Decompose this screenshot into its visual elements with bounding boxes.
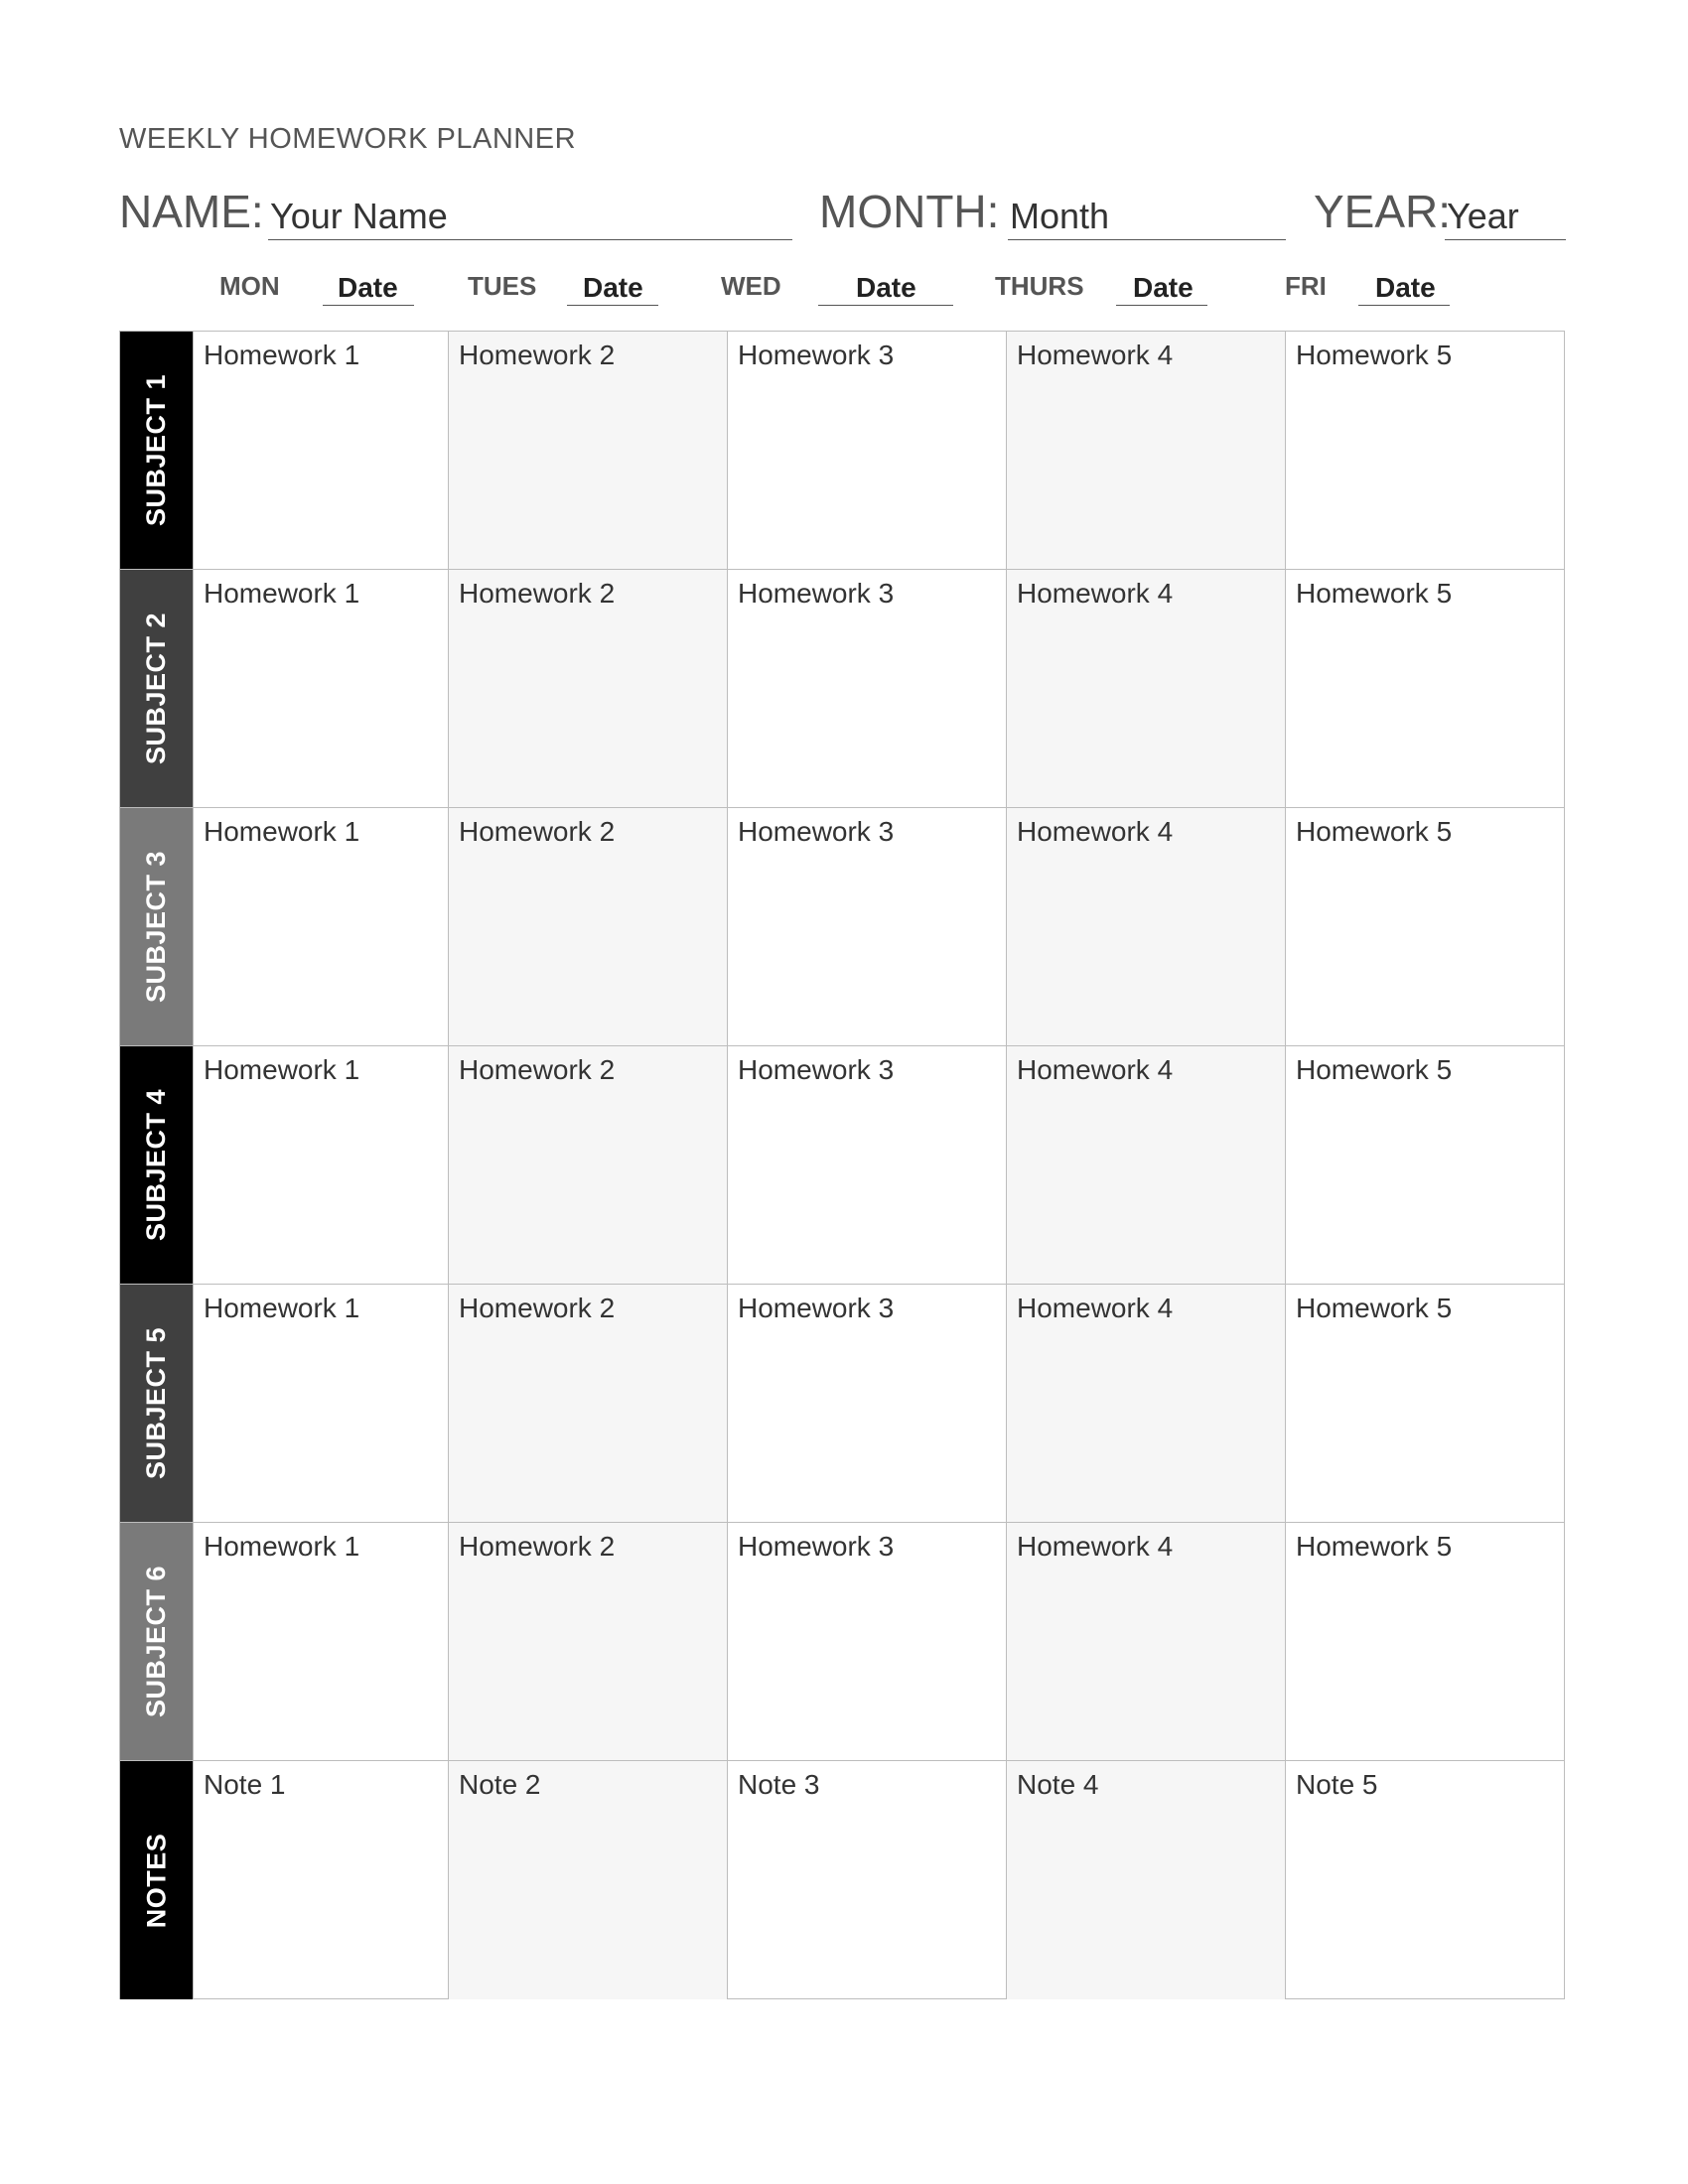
cell-text: Homework 3 — [738, 1054, 895, 1085]
date-field[interactable]: Date — [1133, 272, 1194, 303]
cell-text: Homework 5 — [1296, 1293, 1453, 1323]
planner-cell[interactable] — [1006, 808, 1285, 1045]
planner-cell[interactable] — [448, 1285, 727, 1522]
name-underline — [268, 239, 792, 240]
planner-cell[interactable] — [1285, 808, 1564, 1045]
planner-row — [120, 570, 1564, 808]
date-underline — [1116, 305, 1207, 306]
planner-row — [120, 808, 1564, 1046]
planner-cell[interactable] — [1285, 332, 1564, 569]
day-label: TUES — [468, 271, 537, 301]
cell-text: Homework 3 — [738, 816, 895, 847]
date-underline — [567, 305, 658, 306]
row-label: SUBJECT 4 — [141, 1088, 172, 1242]
planner-cell[interactable] — [193, 570, 448, 807]
day-label: WED — [721, 271, 781, 301]
cell-text: Homework 4 — [1017, 816, 1174, 847]
planner-cell[interactable] — [1285, 1761, 1564, 1999]
row-side-tab — [120, 1523, 193, 1760]
planner-cell[interactable] — [1006, 570, 1285, 807]
row-label: SUBJECT 3 — [141, 850, 172, 1004]
planner-cell[interactable] — [727, 570, 1006, 807]
planner-cell[interactable] — [1285, 1285, 1564, 1522]
planner-cell[interactable] — [193, 1523, 448, 1760]
date-field[interactable]: Date — [338, 272, 398, 303]
day-header-tues — [468, 266, 666, 306]
planner-cell[interactable] — [727, 332, 1006, 569]
row-label: SUBJECT 2 — [141, 612, 172, 765]
planner-cell[interactable] — [1285, 1046, 1564, 1284]
page-title: WEEKLY HOMEWORK PLANNER — [119, 123, 577, 155]
cell-text: Homework 5 — [1296, 1531, 1453, 1562]
cell-text: Homework 4 — [1017, 1531, 1174, 1562]
cell-text: Homework 2 — [459, 1293, 616, 1323]
cell-text: Homework 3 — [738, 340, 895, 370]
cell-text: Homework 2 — [459, 340, 616, 370]
year-field — [1314, 179, 1567, 237]
cell-text: Homework 5 — [1296, 578, 1453, 609]
cell-text: Homework 1 — [204, 1293, 360, 1323]
planner-cell[interactable] — [727, 1046, 1006, 1284]
year-value[interactable]: Year — [1447, 196, 1519, 236]
row-label: SUBJECT 1 — [141, 373, 172, 527]
day-label: THURS — [995, 271, 1084, 301]
planner-cell[interactable] — [193, 1285, 448, 1522]
row-label: NOTES — [141, 1833, 172, 1928]
cell-text: Homework 2 — [459, 816, 616, 847]
month-value[interactable]: Month — [1010, 196, 1110, 236]
row-label: SUBJECT 6 — [141, 1565, 172, 1718]
cell-text: Homework 5 — [1296, 340, 1453, 370]
cell-text: Note 5 — [1296, 1769, 1378, 1800]
cell-text: Homework 4 — [1017, 1293, 1174, 1323]
row-label: SUBJECT 5 — [141, 1326, 172, 1480]
day-label: MON — [219, 271, 280, 301]
name-field — [119, 179, 794, 237]
planner-cell[interactable] — [448, 332, 727, 569]
month-field — [819, 179, 1286, 237]
cell-text: Homework 4 — [1017, 1054, 1174, 1085]
date-field[interactable]: Date — [1375, 272, 1436, 303]
date-underline — [323, 305, 414, 306]
cell-text: Homework 2 — [459, 1531, 616, 1562]
cell-text: Homework 5 — [1296, 1054, 1453, 1085]
day-header-mon — [219, 266, 418, 306]
row-side-tab — [120, 332, 193, 569]
cell-text: Homework 2 — [459, 578, 616, 609]
planner-cell[interactable] — [448, 1761, 727, 1999]
row-side-tab — [120, 1761, 193, 1999]
planner-cell[interactable] — [193, 1761, 448, 1999]
cell-text: Note 2 — [459, 1769, 541, 1800]
row-side-tab — [120, 1046, 193, 1284]
cell-text: Homework 4 — [1017, 578, 1174, 609]
planner-row — [120, 1523, 1564, 1761]
cell-text: Homework 1 — [204, 816, 360, 847]
row-side-tab — [120, 570, 193, 807]
day-label: FRI — [1285, 271, 1327, 301]
day-header-wed — [721, 266, 959, 306]
date-underline — [1358, 305, 1450, 306]
planner-row — [120, 1046, 1564, 1285]
planner-cell[interactable] — [193, 332, 448, 569]
month-label: MONTH: — [819, 186, 1000, 237]
planner-cell[interactable] — [1006, 1761, 1285, 1999]
planner-cell[interactable] — [193, 1046, 448, 1284]
cell-text: Homework 1 — [204, 1531, 360, 1562]
planner-cell[interactable] — [1006, 332, 1285, 569]
planner-cell[interactable] — [1006, 1046, 1285, 1284]
date-underline — [818, 305, 953, 306]
planner-cell[interactable] — [1006, 1523, 1285, 1760]
planner-row — [120, 1285, 1564, 1523]
planner-cell[interactable] — [193, 808, 448, 1045]
planner-cell[interactable] — [1285, 1523, 1564, 1760]
cell-text: Homework 3 — [738, 1293, 895, 1323]
cell-text: Note 1 — [204, 1769, 286, 1800]
planner-cell[interactable] — [448, 1046, 727, 1284]
name-label: NAME: — [119, 186, 264, 237]
planner-cell[interactable] — [1285, 570, 1564, 807]
row-side-tab — [120, 1285, 193, 1522]
date-field[interactable]: Date — [583, 272, 643, 303]
cell-text: Homework 2 — [459, 1054, 616, 1085]
cell-text: Homework 1 — [204, 578, 360, 609]
planner-cell[interactable] — [727, 1761, 1006, 1999]
planner-row-notes — [120, 1761, 1564, 1999]
date-field[interactable]: Date — [856, 272, 916, 303]
name-value[interactable]: Your Name — [270, 196, 448, 236]
cell-text: Note 3 — [738, 1769, 820, 1800]
cell-text: Homework 1 — [204, 1054, 360, 1085]
planner-grid — [119, 331, 1565, 1999]
planner-cell[interactable] — [727, 808, 1006, 1045]
planner-cell[interactable] — [727, 1523, 1006, 1760]
cell-text: Homework 5 — [1296, 816, 1453, 847]
day-header-thurs — [995, 266, 1213, 306]
cell-text: Homework 3 — [738, 578, 895, 609]
cell-text: Homework 3 — [738, 1531, 895, 1562]
cell-text: Homework 4 — [1017, 340, 1174, 370]
planner-cell[interactable] — [448, 1523, 727, 1760]
planner-cell[interactable] — [448, 808, 727, 1045]
cell-text: Homework 1 — [204, 340, 360, 370]
year-label: YEAR: — [1314, 186, 1452, 237]
month-underline — [1008, 239, 1286, 240]
planner-cell[interactable] — [1006, 1285, 1285, 1522]
year-underline — [1445, 239, 1566, 240]
row-side-tab — [120, 808, 193, 1045]
cell-text: Note 4 — [1017, 1769, 1099, 1800]
planner-cell[interactable] — [448, 570, 727, 807]
planner-cell[interactable] — [727, 1285, 1006, 1522]
planner-row — [120, 332, 1564, 570]
day-header-fri — [1285, 266, 1474, 306]
